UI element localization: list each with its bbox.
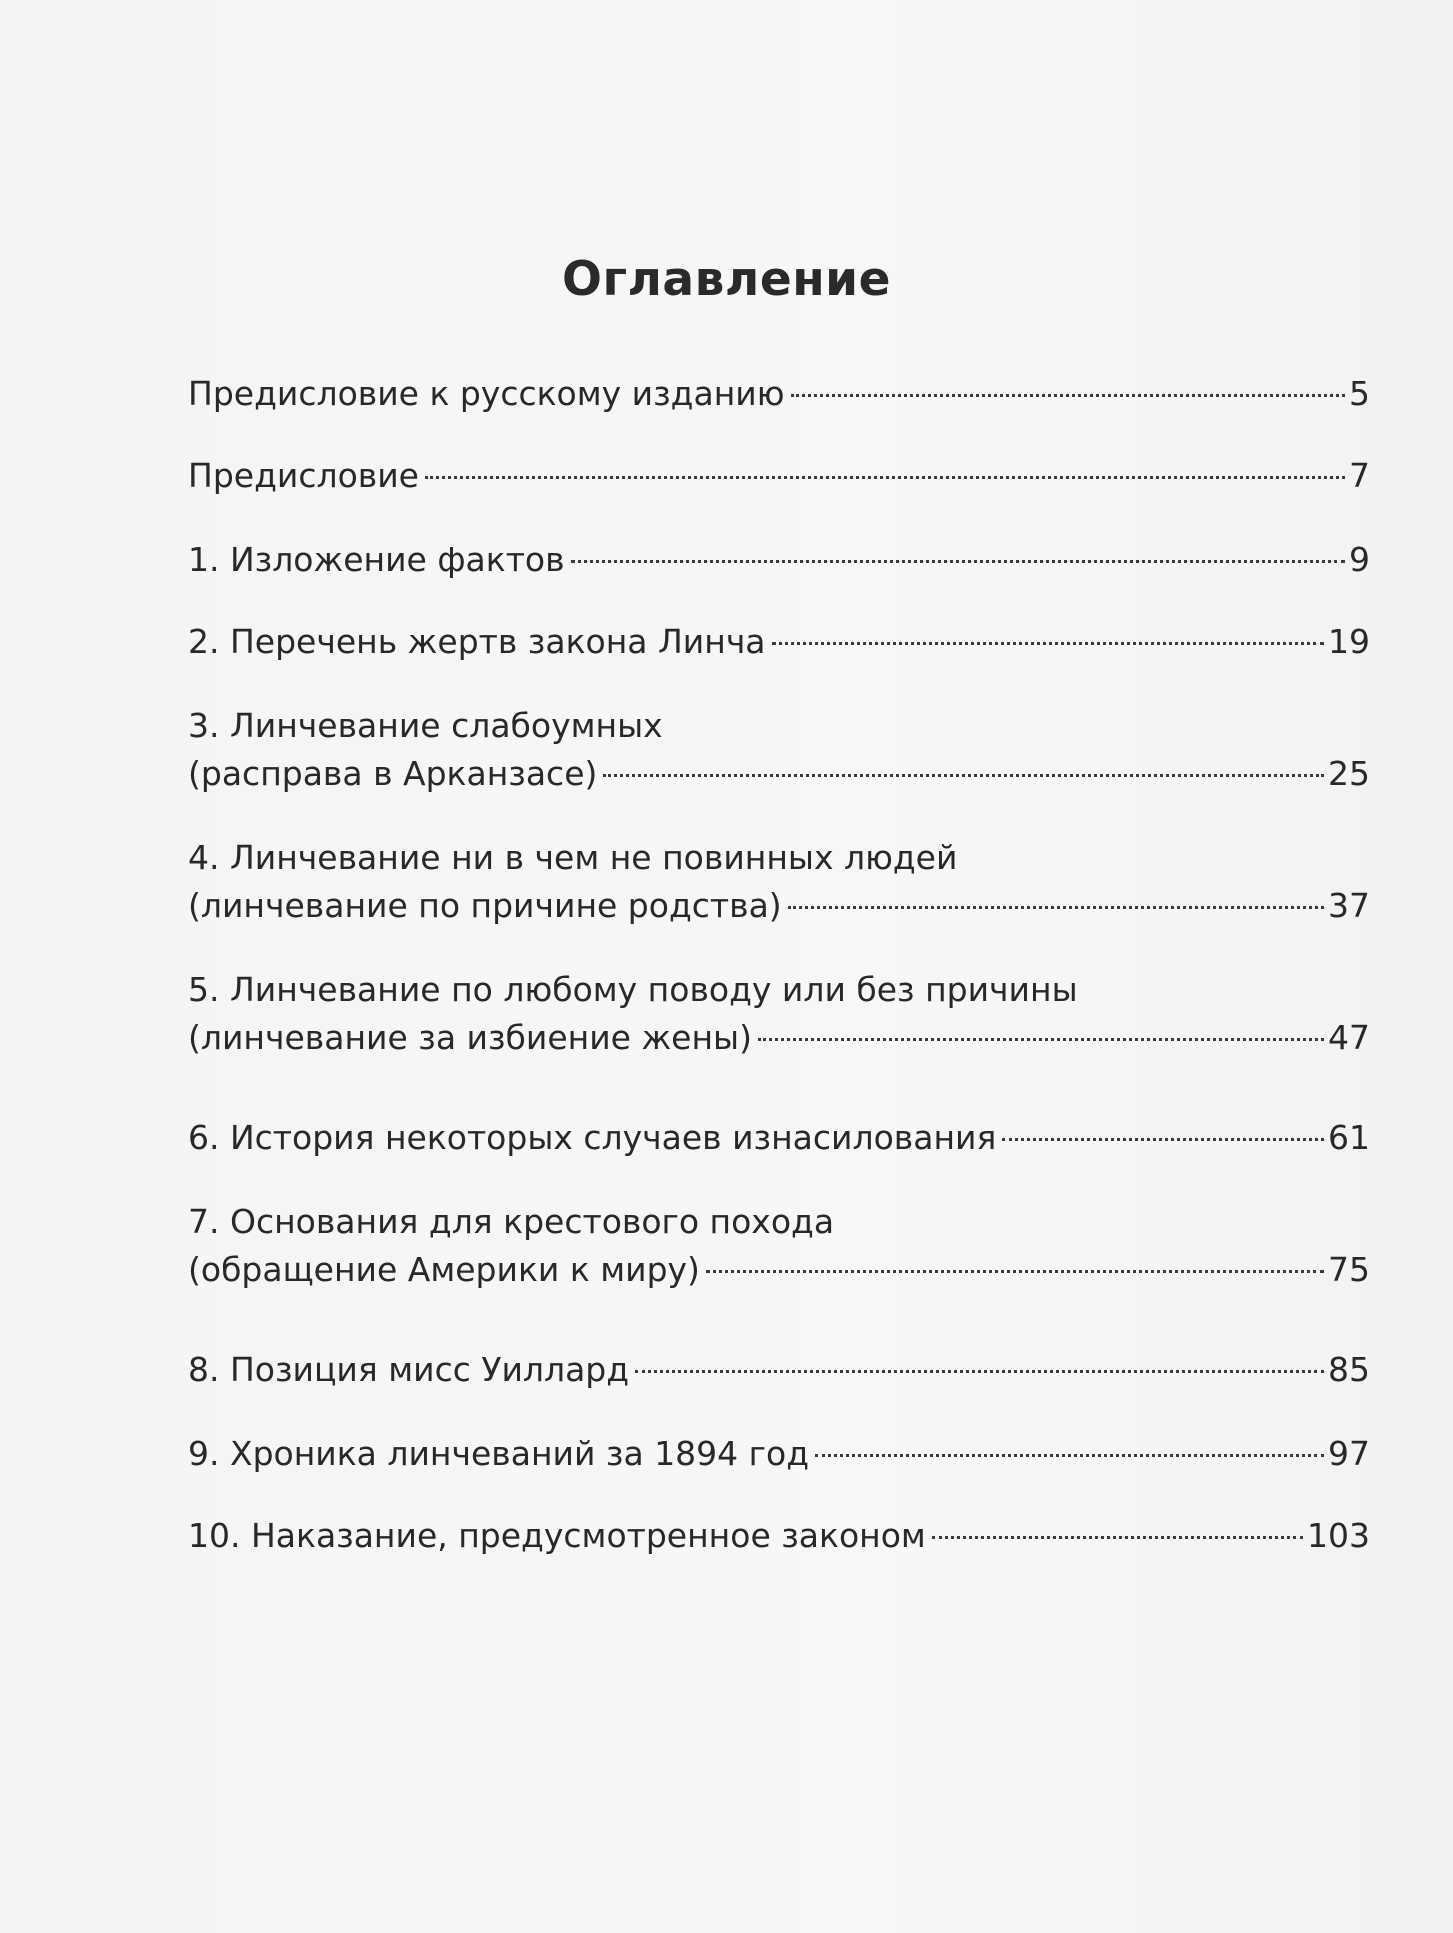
dot-leader [815,1454,1324,1457]
toc-entry [188,834,1370,930]
toc-page-number: 47 [1328,1018,1370,1057]
toc-entry [188,1512,1370,1560]
dot-leader [758,1038,1324,1041]
toc-row [188,1114,1370,1162]
toc-row [188,536,1370,584]
toc-row [188,1430,1370,1478]
toc-page-number: 103 [1307,1516,1370,1555]
toc-row [188,1512,1370,1560]
toc-entry-title: 1. Изложение фактов [188,540,565,579]
toc-entry [188,702,1370,798]
toc-entry-title: 8. Позиция мисс Уиллард [188,1350,630,1389]
toc-entry-heading: 7. Основания для крестового похода [188,1202,835,1241]
toc-row [188,1346,1370,1394]
toc-entry [188,1430,1370,1478]
dot-leader [425,476,1345,479]
toc-page-number: 19 [1328,622,1370,661]
toc-page-number: 9 [1349,540,1370,579]
toc-entry-title: (расправа в Арканзасе) [188,754,598,793]
toc-page-number: 25 [1328,754,1370,793]
dot-leader [1002,1138,1324,1141]
dot-leader [932,1536,1303,1539]
toc-entry [188,452,1370,500]
toc-entry-heading: 5. Линчевание по любому поводу или без причины [188,970,1078,1009]
toc-page-number: 5 [1349,374,1370,413]
toc-entry-title: (линчевание за избиение жены) [188,1018,752,1057]
toc-page-number: 37 [1328,886,1370,925]
toc-row [188,750,1370,798]
toc-entry-title: Предисловие [188,456,419,495]
dot-leader [788,906,1324,909]
toc-entry-title: 10. Наказание, предусмотренное законом [188,1516,926,1555]
dot-leader [603,774,1324,777]
toc-row [188,370,1370,418]
page-title: Оглавление [562,252,891,307]
toc-row [188,452,1370,500]
toc-entry-title: (линчевание по причине родства) [188,886,782,925]
toc-entry-heading: 3. Линчевание слабоумных [188,706,663,745]
toc-entry-title: 6. История некоторых случаев изнасилования [188,1118,997,1157]
toc-entry [188,966,1370,1062]
toc-row [188,618,1370,666]
toc-page-number: 85 [1328,1350,1370,1389]
toc-entry-title: Предисловие к русскому изданию [188,374,785,413]
toc-row [188,1246,1370,1294]
toc-entry-title: 9. Хроника линчеваний за 1894 год [188,1434,810,1473]
toc-entry-title: (обращение Америки к миру) [188,1250,700,1289]
toc-page-number: 7 [1349,456,1370,495]
dot-leader [571,560,1345,563]
toc-page-number: 97 [1328,1434,1370,1473]
toc-entry [188,1346,1370,1394]
dot-leader [791,394,1346,397]
dot-leader [706,1270,1324,1273]
toc-entry-heading: 4. Линчевание ни в чем не повинных людей [188,838,958,877]
toc-entry [188,370,1370,418]
toc-entry-title: 2. Перечень жертв закона Линча [188,622,766,661]
toc-row [188,1014,1370,1062]
toc-entry [188,536,1370,584]
dot-leader [635,1370,1324,1373]
toc-row [188,882,1370,930]
dot-leader [772,642,1324,645]
toc-entry [188,1114,1370,1162]
toc-page-number: 61 [1328,1118,1370,1157]
toc-entry [188,618,1370,666]
toc-page-number: 75 [1328,1250,1370,1289]
toc-entry [188,1198,1370,1294]
